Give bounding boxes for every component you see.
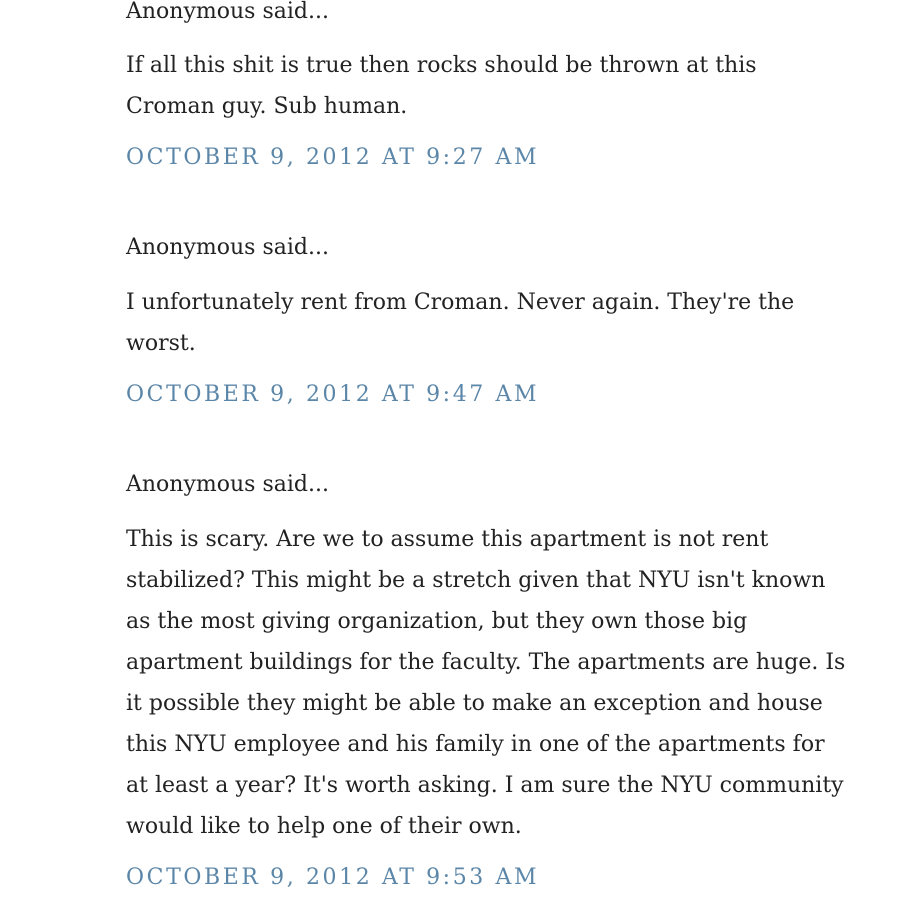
comment-timestamp-link[interactable]: OCTOBER 9, 2012 AT 9:47 AM (126, 382, 540, 407)
comment-timestamp-link[interactable]: OCTOBER 9, 2012 AT 9:27 AM (126, 145, 540, 170)
comment-body: This is scary. Are we to assume this apartment is not rent stabilized? This might be a stretch given that NYU isn't known as the most giving organization, but they own those big apartment buildings for the faculty. The apartments are huge. Is it possible they might be able to make an exception and house this NYU employee and his family in one of the apartments for at least a year? It's worth asking. I am sure the NYU community would like to help one of their own. (126, 527, 846, 839)
comment-author: Anonymous said... (126, 472, 329, 497)
comment-body: If all this shit is true then rocks should be thrown at this Croman guy. Sub human. (126, 53, 757, 119)
comment-body: I unfortunately rent from Croman. Never again. They're the worst. (126, 290, 795, 356)
comment-timestamp-link[interactable]: OCTOBER 9, 2012 AT 9:53 AM (126, 865, 540, 890)
comment-author: Anonymous said... (126, 235, 329, 260)
comment-author: Anonymous said... (126, 0, 329, 24)
